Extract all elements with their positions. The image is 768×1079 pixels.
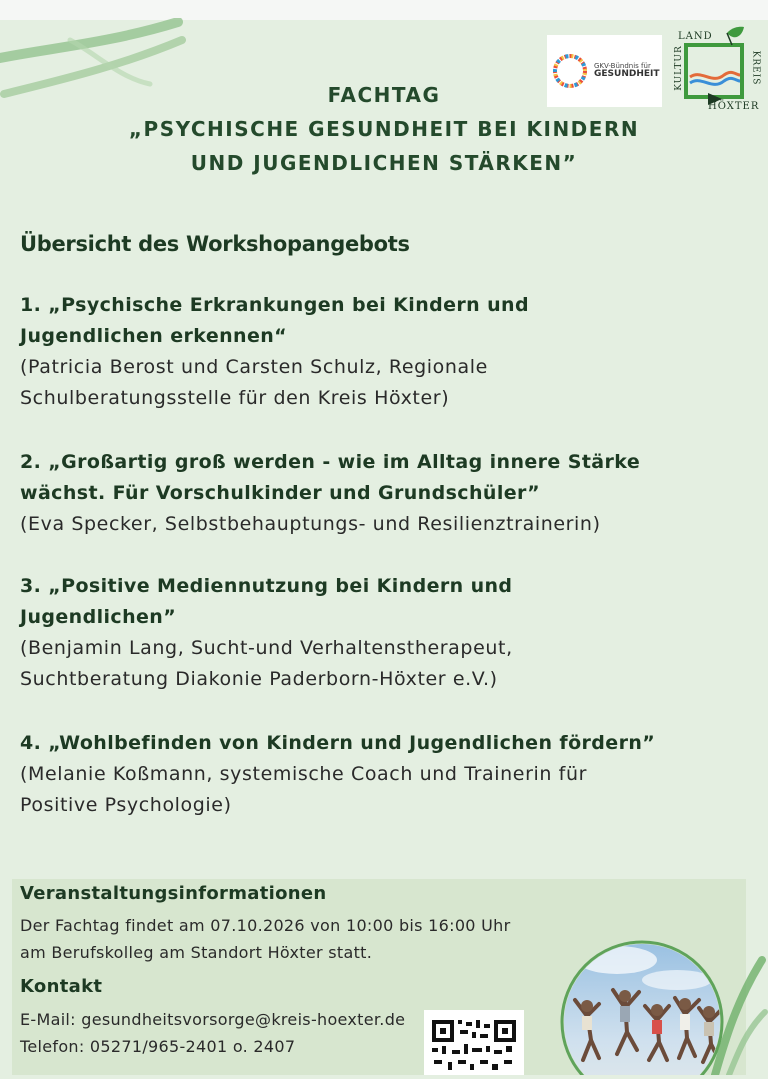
- gkv-small-text: GKV-Bündnis für: [594, 61, 651, 70]
- workshop-title-line: 1. „Psychische Erkrankungen bei Kindern und: [20, 294, 529, 316]
- workshop-item-4: [20, 728, 740, 821]
- contact-email[interactable]: E-Mail: gesundheitsvorsorge@kreis-hoexter.de: [20, 1010, 406, 1029]
- page-title-line-2: „PSYCHISCHE GESUNDHEIT BEI KINDERN: [128, 117, 640, 141]
- workshop-title-line: wächst. Für Vorschulkinder und Grundschüler”: [20, 482, 541, 504]
- page-title-line-1: FACHTAG: [327, 83, 441, 107]
- logo-word-kreis: KREIS: [750, 50, 761, 86]
- workshop-speaker-line: (Benjamin Lang, Sucht-und Verhaltenstherapeut,: [20, 637, 513, 659]
- workshop-speaker-line: (Melanie Koßmann, systemische Coach und Trainerin für: [20, 763, 588, 785]
- workshop-title-line: Jugendlichen erkennen“: [20, 325, 288, 347]
- contact-phone[interactable]: Telefon: 05271/965-2401 o. 2407: [20, 1037, 296, 1056]
- workshop-title-line: 3. „Positive Mediennutzung bei Kindern und: [20, 575, 513, 597]
- overview-heading: Übersicht des Workshopangebots: [20, 232, 410, 256]
- workshop-title-line: Jugendlichen”: [20, 606, 177, 628]
- qr-code-icon: [424, 1010, 524, 1075]
- jumping-people-photo: [547, 920, 768, 1075]
- gkv-big-text: GESUNDHEIT: [594, 68, 660, 79]
- workshop-speaker-line: Schulberatungsstelle für den Kreis Höxter): [20, 387, 450, 409]
- logo-word-hoexter: HÖXTER: [708, 101, 760, 112]
- workshop-title-line: 2. „Großartig groß werden - wie im Alltag innere Stärke: [20, 451, 641, 473]
- contact-label: Kontakt: [20, 976, 103, 997]
- logo-word-land: LAND: [678, 31, 713, 42]
- event-info-label: Veranstaltungsinformationen: [20, 883, 327, 904]
- qr-code[interactable]: [424, 1010, 524, 1075]
- page-title-line-3: UND JUGENDLICHEN STÄRKEN”: [190, 151, 578, 175]
- workshop-title-line: 4. „Wohlbefinden von Kindern und Jugendlichen fördern”: [20, 732, 656, 754]
- top-strip: [0, 0, 768, 20]
- workshop-speaker-line: (Eva Specker, Selbstbehauptungs- und Resilienztrainerin): [20, 513, 601, 535]
- event-info-line-1: Der Fachtag findet am 07.10.2026 von 10:00 bis 16:00 Uhr: [20, 916, 511, 935]
- logo-word-kultur: KULTUR: [673, 45, 684, 91]
- workshop-speaker-line: (Patricia Berost und Carsten Schulz, Regionale: [20, 356, 488, 378]
- workshop-speaker-line: Positive Psychologie): [20, 794, 232, 816]
- workshop-item-3: [20, 571, 740, 695]
- workshop-speaker-line: Suchtberatung Diakonie Paderborn-Höxter e.V.): [20, 668, 498, 690]
- workshop-item-1: [20, 290, 740, 414]
- workshop-item-2: [20, 447, 740, 540]
- event-info-line-2: am Berufskolleg am Standort Höxter statt.: [20, 943, 373, 962]
